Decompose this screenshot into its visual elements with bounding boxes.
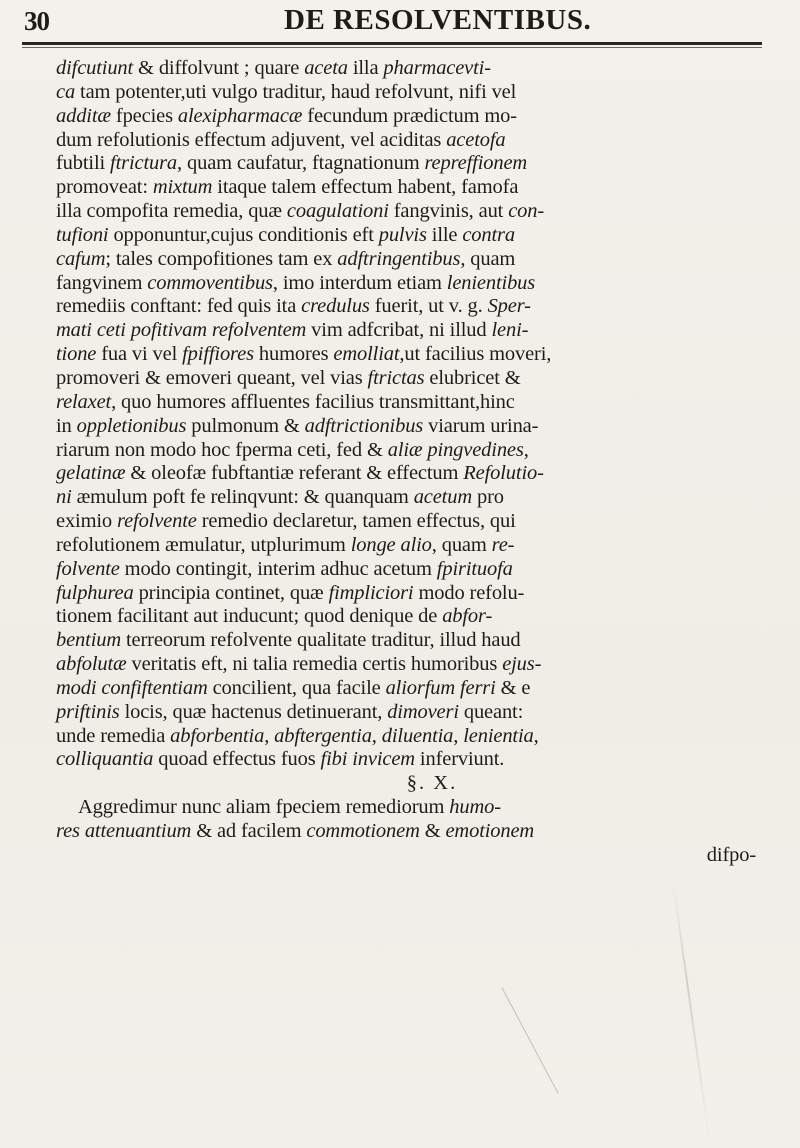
italic-term: tufioni [56,223,109,246]
text-line [56,462,768,486]
italic-term: lenientia [463,724,534,747]
italic-term: mati ceti pofitivam refolventem [56,319,307,342]
text-run: , [371,724,382,747]
italic-term: ni [56,486,72,509]
italic-term: repreffionem [424,152,528,175]
text-line [56,582,768,606]
italic-term: bentium [56,629,121,652]
text-run: Aggredimur nunc aliam fpeciem remediorum [78,796,450,819]
text-line [56,129,768,153]
header-rule [22,42,762,45]
italic-term: coagulationi [286,200,389,223]
text-run: veritatis eft, ni talia remedia certis humoribus [126,653,503,676]
text-run: & ad facilem [191,820,307,842]
italic-term: aliæ pingvedines [387,438,524,461]
text-line [56,677,768,701]
text-line [56,653,768,677]
text-run: principia continet, quæ [133,581,329,604]
text-line [56,200,768,224]
text-line [56,176,768,200]
text-line [56,391,768,415]
paragraph-main [56,57,768,772]
italic-term: lenientibus [446,271,536,294]
text-run: riarum non modo hoc fperma ceti, fed & [56,438,388,461]
italic-term: res attenuantium [56,820,192,842]
text-line [56,81,768,105]
text-run: fangvinem [56,271,148,294]
text-run: , quam [431,533,492,556]
italic-term: longe alio [350,533,432,556]
catchword: difpo- [706,843,756,866]
italic-term: commotionem [306,820,420,842]
text-line [56,272,768,296]
text-run: remediis conftant: fed quis ita [56,295,302,318]
text-run: humores [253,343,334,366]
text-run: viarum urina- [423,414,539,437]
italic-term: ftrictura [110,152,178,175]
text-run: fangvinis, aut [388,200,509,223]
italic-term: aceta [304,57,348,79]
italic-term: gelatinæ [56,462,126,485]
italic-term: ejus- [502,653,542,676]
text-run: in [56,414,77,437]
text-run: promoveri & emoveri queant, vel vias [56,366,368,389]
italic-term: dimoveri [387,700,459,723]
text-run: fuerit, ut v. g. [369,295,488,318]
italic-term: fulphurea [56,581,134,604]
text-line [56,510,768,534]
text-run: , quo humores affluentes facilius transmittant,hinc [111,390,515,413]
italic-term: Refolutio- [463,462,544,485]
italic-term: folvente [56,557,120,580]
text-line [56,248,768,272]
text-run: unde remedia [56,724,171,747]
text-run: fpecies [110,104,178,127]
text-run: vim adfcribat, ni illud [306,319,492,342]
text-line [56,343,768,367]
text-run: inferviunt. [414,748,505,771]
italic-term: con- [508,200,545,223]
text-run: , [453,724,464,747]
text-line [56,701,768,725]
text-run: elubricet & [424,366,521,389]
italic-term: additæ [56,104,111,127]
text-line [56,57,768,81]
italic-term: re- [491,533,515,556]
italic-term: Sper- [487,295,531,318]
page-crease [672,881,710,1139]
text-run: modo refolu- [413,581,525,604]
italic-term: cafum [56,247,106,270]
text-line [56,295,768,319]
text-run: quoad effectus fuos [153,748,321,771]
text-run: æmulum poft fe relinqvunt: & quanquam [71,486,414,509]
text-run: , [523,438,529,461]
italic-term: adftrictionibus [304,414,424,437]
text-line [56,319,768,343]
text-run: terreorum refolvente qualitate traditur, illud haud [121,629,521,652]
body-text [56,57,768,868]
text-line [56,534,768,558]
text-line [56,152,768,176]
italic-term: priftinis [56,700,120,723]
text-run: opponuntur,cujus conditionis eft [108,223,379,246]
italic-term: alexipharmacæ [177,104,303,127]
text-run: locis, quæ hactenus detinuerant, [119,700,388,723]
page-mark [501,987,558,1093]
text-run: remedio declaretur, tamen effectus, qui [196,510,516,533]
text-run: , imo interdum etiam [272,271,447,294]
text-run: fubtili [56,152,111,175]
italic-term: abftergentia [274,724,372,747]
italic-term: fpirituofa [436,557,513,580]
italic-term: fimpliciori [328,581,414,604]
italic-term: emolliat [333,343,400,366]
italic-term: tione [56,343,97,366]
text-run: ille [426,223,463,246]
text-run: fua vi vel [96,343,183,366]
header-rule-thin [22,47,762,48]
text-line [56,748,768,772]
italic-term: relaxet [56,390,112,413]
italic-term: abfolutæ [56,653,127,676]
italic-term: difcutiunt [56,57,134,79]
text-run: itaque talem effectum habent, famofa [212,176,519,199]
text-line [56,486,768,510]
text-line [56,725,768,749]
text-run: concilient, qua facile [207,676,386,699]
italic-term: oppletionibus [76,414,187,437]
paragraph-next [56,796,768,844]
italic-term: ca [56,80,76,103]
italic-term: refolvente [117,510,197,533]
text-line [56,415,768,439]
italic-term: contra [462,223,515,246]
text-run: illa [347,57,384,79]
text-run: eximio [56,510,118,533]
text-run: , [533,724,539,747]
italic-term: abforbentia [170,724,265,747]
italic-term: mixtum [152,176,213,199]
italic-term: credulus [301,295,370,318]
text-run: , quam caufatur, ftagnationum [177,152,425,175]
text-line [56,367,768,391]
italic-term: pulvis [378,223,427,246]
text-line [56,796,768,820]
text-line [56,105,768,129]
italic-term: leni- [491,319,529,342]
italic-term: abfor- [442,605,493,628]
text-run: illa compofita remedia, quæ [56,200,287,223]
italic-term: humo- [449,796,501,819]
text-run: , quam [460,247,516,270]
section-mark: §. X. [406,772,458,795]
text-run: ; tales compofitiones tam ex [105,247,338,270]
italic-term: fibi invicem [320,748,415,771]
italic-term: acetofa [446,128,506,151]
text-line [56,558,768,582]
italic-term: ftrictas [367,366,425,389]
italic-term: emotionem [445,820,535,842]
text-run: modo contingit, interim adhuc acetum [119,557,437,580]
text-line [56,439,768,463]
text-run: ,ut facilius moveri, [399,343,552,366]
text-line [56,820,768,844]
text-run: dum refolutionis effectum adjuvent, vel aciditas [56,128,447,151]
text-run: tionem facilitant aut inducunt; quod denique de [56,605,443,628]
text-run: refolutionem æmulatur, utplurimum [56,533,351,556]
text-run: & [419,820,446,842]
italic-term: colliquantia [56,748,154,771]
text-run: pulmonum & [186,414,305,437]
text-run: & oleofæ fubftantiæ referant & effectum [125,462,464,485]
italic-term: fpiffiores [182,343,254,366]
text-line [56,224,768,248]
italic-term: pharmacevti- [383,57,491,79]
italic-term: diluentia [381,724,454,747]
text-run: promoveat: [56,176,153,199]
page-header [22,4,782,44]
text-run: & e [495,676,531,699]
text-run: tam potenter,uti vulgo traditur, haud refolvunt, nifi vel [75,80,517,103]
text-line [56,629,768,653]
italic-term: modi confiftentiam [56,676,208,699]
running-title: DE RESOLVENTIBUS. [284,4,592,36]
italic-term: commoventibus [147,271,273,294]
italic-term: acetum [413,486,472,509]
italic-term: adftringentibus [337,247,461,270]
italic-term: aliorfum ferri [385,676,496,699]
text-line [56,605,768,629]
text-run: & diffolvunt ; quare [133,57,305,79]
page-number: 30 [24,6,49,36]
text-run: fecundum prædictum mo- [302,104,517,127]
text-run: , [264,724,275,747]
text-run: pro [472,486,504,509]
text-run: queant: [458,700,524,723]
